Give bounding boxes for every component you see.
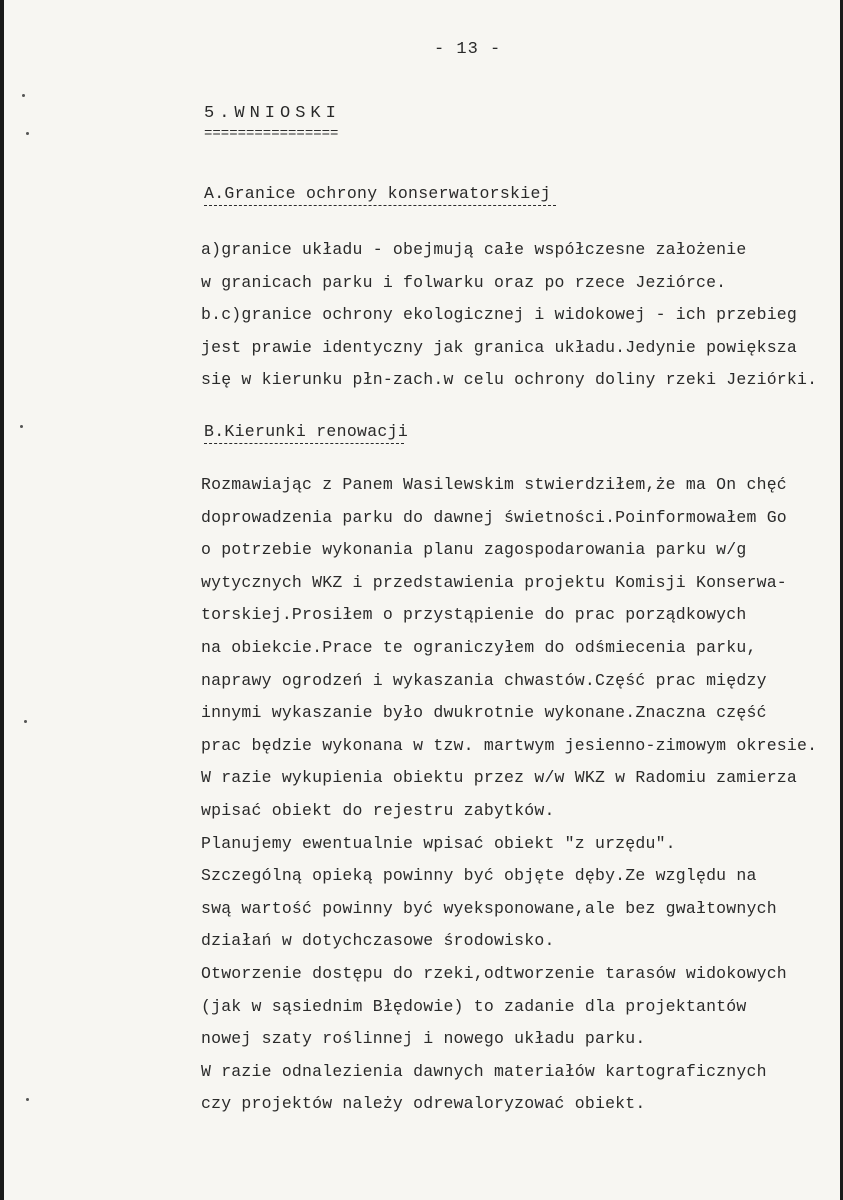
page-number: - 13 - bbox=[434, 40, 502, 59]
text-line: działań w dotychczasowe środowisko. bbox=[201, 931, 555, 951]
text-line: Planujemy ewentualnie wpisać obiekt "z urzędu". bbox=[201, 833, 676, 853]
text-line: się w kierunku płn-zach.w celu ochrony doliny rzeki Jeziórki. bbox=[201, 370, 818, 389]
text-line: (jak w sąsiednim Błędowie) to zadanie dla projektantów bbox=[201, 996, 747, 1016]
subheading-a-underline bbox=[204, 205, 556, 206]
text-line: W razie wykupienia obiektu przez w/w WKZ w Radomiu zamierza bbox=[201, 768, 797, 788]
margin-mark bbox=[24, 720, 27, 723]
margin-mark bbox=[26, 132, 29, 135]
text-line: o potrzebie wykonania planu zagospodarowania parku w/g bbox=[201, 540, 747, 560]
text-line: Rozmawiając z Panem Wasilewskim stwierdziłem,że ma On chęć bbox=[201, 475, 787, 494]
subheading-a: A.Granice ochrony konserwatorskiej bbox=[204, 184, 551, 203]
text-line: a)granice układu - obejmują całe współczesne założenie bbox=[201, 240, 747, 259]
text-line: torskiej.Prosiłem o przystąpienie do prac porządkowych bbox=[201, 605, 747, 625]
document-page bbox=[4, 0, 840, 1200]
margin-mark bbox=[26, 1098, 29, 1101]
text-line: prac będzie wykonana w tzw. martwym jesienno-zimowym okresie. bbox=[201, 735, 818, 755]
section-heading: 5.WNIOSKI bbox=[204, 104, 341, 123]
text-line: innymi wykaszanie było dwukrotnie wykonane.Znaczna część bbox=[201, 703, 767, 723]
text-line: nowej szaty roślinnej i nowego układu parku. bbox=[201, 1029, 646, 1049]
text-line: Szczególną opieką powinny być objęte dęby.Ze względu na bbox=[201, 866, 757, 886]
margin-mark bbox=[20, 425, 23, 428]
text-line: wpisać obiekt do rejestru zabytków. bbox=[201, 801, 555, 820]
text-line: w granicach parku i folwarku oraz po rzece Jeziórce. bbox=[201, 272, 727, 292]
margin-mark bbox=[22, 94, 25, 97]
subheading-b: B.Kierunki renowacji bbox=[204, 422, 409, 441]
text-line: na obiekcie.Prace te ograniczyłem do odśmiecenia parku, bbox=[201, 638, 757, 657]
text-line: swą wartość powinny być wyeksponowane,ale bez gwałtownych bbox=[201, 898, 777, 918]
text-line: czy projektów należy odrewaloryzować obiekt. bbox=[201, 1094, 646, 1114]
subheading-b-underline bbox=[204, 443, 404, 444]
text-line: doprowadzenia parku do dawnej świetności.Poinformowałem Go bbox=[201, 507, 787, 527]
text-line: naprawy ogrodzeń i wykaszania chwastów.Część prac między bbox=[201, 670, 767, 690]
text-line: b.c)granice ochrony ekologicznej i widokowej - ich przebieg bbox=[201, 305, 797, 324]
text-line: jest prawie identyczny jak granica układu.Jedynie powiększa bbox=[201, 337, 797, 357]
text-line: W razie odnalezienia dawnych materiałów kartograficznych bbox=[201, 1061, 767, 1081]
text-line: wytycznych WKZ i przedstawienia projektu Komisji Konserwa- bbox=[201, 572, 787, 592]
heading-underline: ================ bbox=[204, 126, 339, 142]
text-line: Otworzenie dostępu do rzeki,odtworzenie tarasów widokowych bbox=[201, 964, 787, 983]
